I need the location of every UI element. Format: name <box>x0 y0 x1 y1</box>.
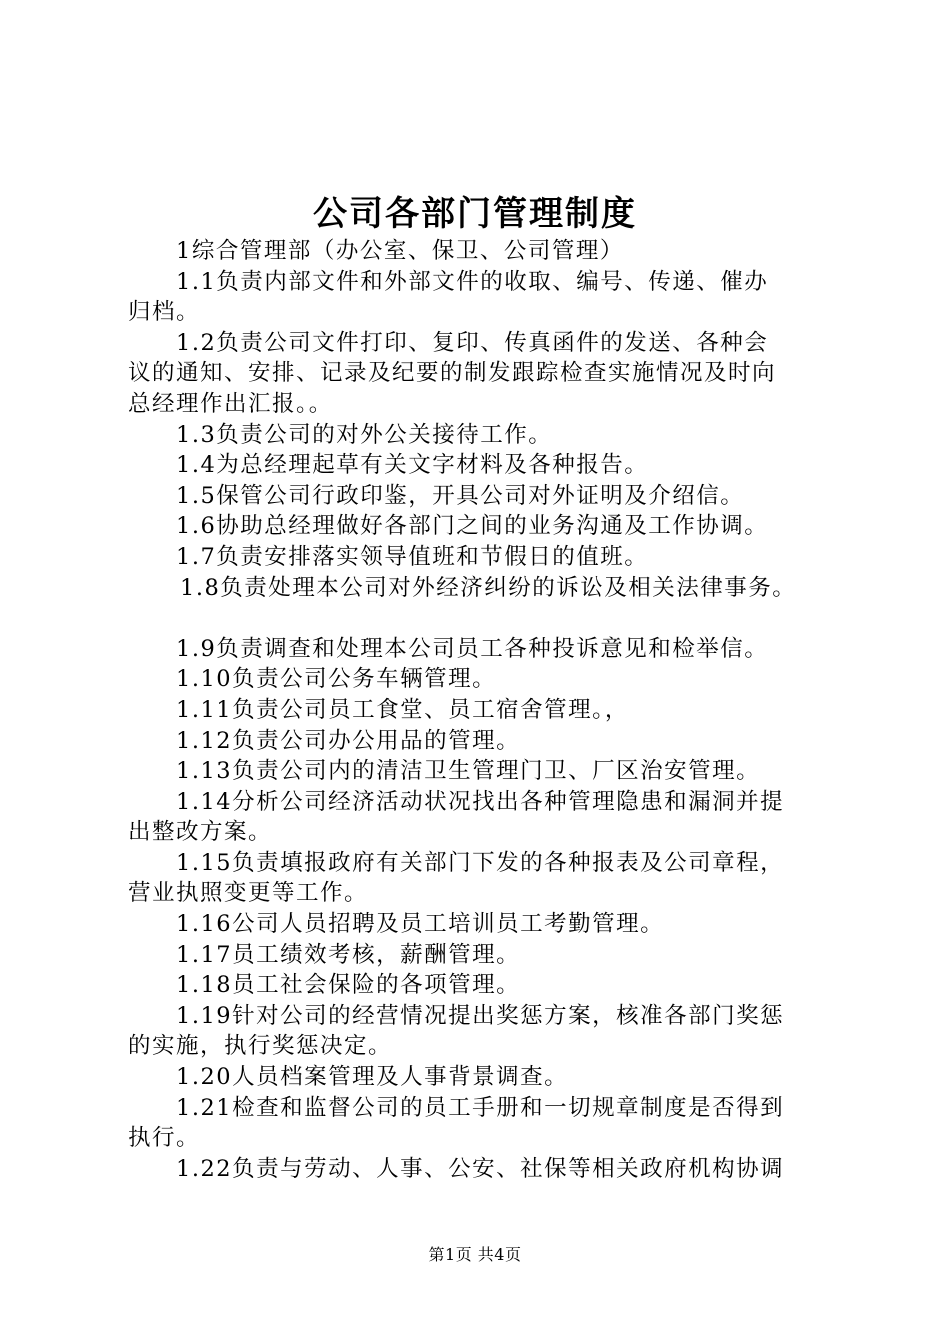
paragraph-line: 1.13负责公司内的清洁卫生管理门卫、厂区治安管理。 <box>176 758 761 785</box>
paragraph-line: 1.16公司人员招聘及员工培训员工考勤管理。 <box>176 911 665 938</box>
paragraph-line: 1.1负责内部文件和外部文件的收取、编号、传递、催办 <box>176 268 769 295</box>
paragraph-line: 营业执照变更等工作。 <box>128 880 369 907</box>
paragraph-line: 议的通知、安排、记录及纪要的制发跟踪检查实施情况及时向 <box>128 360 777 387</box>
paragraph-line: 1.12负责公司办公用品的管理。 <box>176 727 521 754</box>
paragraph-line: 执行。 <box>128 1125 201 1152</box>
section-heading: 1综合管理部（办公室、保卫、公司管理） <box>176 238 624 264</box>
paragraph-line: 1.14分析公司经济活动状况找出各种管理隐患和漏洞并提 <box>176 788 785 815</box>
document-title: 公司各部门管理制度 <box>313 194 637 234</box>
paragraph-line: 1.9负责调查和处理本公司员工各种投诉意见和检举信。 <box>176 635 769 662</box>
paragraph-line: 1.11负责公司员工食堂、员工宿舍管理。， <box>176 696 629 723</box>
document-body <box>128 236 836 1184</box>
paragraph-line: 1.8负责处理本公司对外经济纠纷的诉讼及相关法律事务。 <box>180 574 797 601</box>
page-number-footer: 第1页 共4页 <box>428 1245 522 1264</box>
paragraph-line: 1.22负责与劳动、人事、公安、社保等相关政府机构协调 <box>176 1155 785 1182</box>
paragraph-line: 1.19针对公司的经营情况提出奖惩方案，核准各部门奖惩 <box>176 1002 785 1029</box>
paragraph-line: 1.4为总经理起草有关文字材料及各种报告。 <box>176 452 649 479</box>
paragraph-line: 总经理作出汇报。。 <box>128 390 333 417</box>
blank-line <box>128 603 836 634</box>
paragraph-line: 的实施，执行奖惩决定。 <box>128 1033 393 1060</box>
paragraph-line: 1.2负责公司文件打印、复印、传真函件的发送、各种会 <box>176 329 769 356</box>
paragraph-line: 1.20人员档案管理及人事背景调查。 <box>176 1064 569 1091</box>
paragraph-line: 1.5保管公司行政印鉴，开具公司对外证明及介绍信。 <box>176 482 745 509</box>
paragraph-line: 1.21检查和监督公司的员工手册和一切规章制度是否得到 <box>176 1094 785 1121</box>
paragraph-line: 归档。 <box>128 299 201 326</box>
paragraph-line: 1.15负责填报政府有关部门下发的各种报表及公司章程， <box>176 849 785 876</box>
paragraph-line: 出整改方案。 <box>128 819 273 846</box>
paragraph-line: 1.18员工社会保险的各项管理。 <box>176 972 521 999</box>
paragraph-line: 1.17员工绩效考核，薪酬管理。 <box>176 941 521 968</box>
paragraph-line: 1.3负责公司的对外公关接待工作。 <box>176 421 553 448</box>
paragraph-line: 1.7负责安排落实领导值班和节假日的值班。 <box>176 543 649 570</box>
paragraph-line: 1.6协助总经理做好各部门之间的业务沟通及工作协调。 <box>176 513 769 540</box>
paragraph-line: 1.10负责公司公务车辆管理。 <box>176 666 497 693</box>
